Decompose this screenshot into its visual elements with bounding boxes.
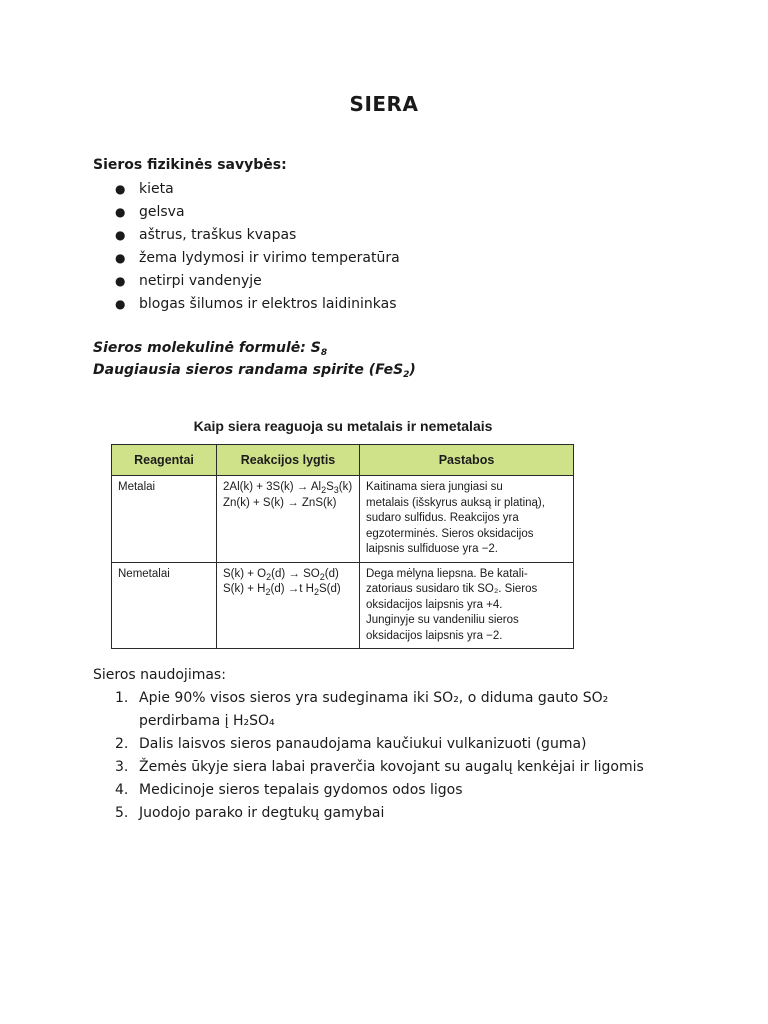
usage-heading: Sieros naudojimas: xyxy=(93,667,226,683)
reagent-cell: Metalai xyxy=(112,476,217,563)
reagent-cell: Nemetalai xyxy=(112,562,217,649)
reactions-table-figure xyxy=(110,418,576,649)
list-item: 2. Dalis laisvos sieros panaudojama kaučiukui vulkanizuoti (guma) xyxy=(115,736,587,752)
bullet-icon: ● xyxy=(115,297,126,311)
bullet-icon: ● xyxy=(115,205,126,219)
notes-cell: Kaitinama siera jungiasi su metalais (išskyrus auksą ir platiną), sudaro sulfidus. Reakcijos yra egzoterminės. Sieros oksidacijos laipsnis sulfiduose yra −2. xyxy=(360,476,574,563)
bullet-icon: ● xyxy=(115,274,126,288)
equation-cell: $2Al(k) + 3S(k) \to Al_2S_3(k)$ Zn(k) + S(k) → ZnS(k) xyxy=(217,476,360,563)
list-item: ● netirpi vandenyje xyxy=(93,270,400,293)
equation-cell: $S(k) + O_2(d) \to SO_2(d)$ $S(k) + H_2(d) \to t$ $H_2S(d)$ xyxy=(217,562,360,649)
table-row xyxy=(112,476,574,563)
physical-properties-heading: Sieros fizikinės savybės: xyxy=(93,157,287,173)
list-item: 1. Apie 90% visos sieros yra sudeginama iki SO₂, o diduma gauto SO₂ perdirbama į H₂SO₄ xyxy=(115,690,609,729)
molecular-formula: Sieros molekulinė formulė: $S_8$ xyxy=(93,340,328,358)
bullet-icon: ● xyxy=(115,182,126,196)
usage-list xyxy=(93,687,693,825)
list-item: 3. Žemės ūkyje siera labai praverčia kovojant su augalų kenkėjai ir ligomis xyxy=(115,759,644,775)
list-item: ● kieta xyxy=(93,178,400,201)
page-title: SIERA xyxy=(349,92,419,116)
list-item: ● žema lydymosi ir virimo temperatūra xyxy=(93,247,400,270)
table-row xyxy=(112,562,574,649)
list-item: 4. Medicinoje sieros tepalais gydomos odos ligos xyxy=(115,782,463,798)
notes-cell: Dega mėlyna liepsna. Be katali- zatoriaus susidaro tik SO₂. Sieros oksidacijos laipsnis yra +4. Junginyje su vandeniliu sieros oksidacijos laipsnis yra −2. xyxy=(360,562,574,649)
table-header-equation: Reakcijos lygtis xyxy=(217,445,360,476)
list-item: ● gelsva xyxy=(93,201,400,224)
table-header-notes: Pastabos xyxy=(360,445,574,476)
bullet-icon: ● xyxy=(115,251,126,265)
bullet-icon: ● xyxy=(115,228,126,242)
table-header-reagents: Reagentai xyxy=(112,445,217,476)
list-item: 5. Juodojo parako ir degtukų gamybai xyxy=(115,805,385,821)
pyrite-note: Daugiausia sieros randama spirite (FeS$_2$) xyxy=(93,362,416,380)
list-item: ● aštrus, traškus kvapas xyxy=(93,224,400,247)
reactions-table xyxy=(111,444,574,649)
table-caption: Kaip siera reaguoja su metalais ir nemetalais xyxy=(193,418,493,434)
physical-properties-list xyxy=(93,178,400,316)
list-item: ● blogas šilumos ir elektros laidininkas xyxy=(93,293,400,316)
